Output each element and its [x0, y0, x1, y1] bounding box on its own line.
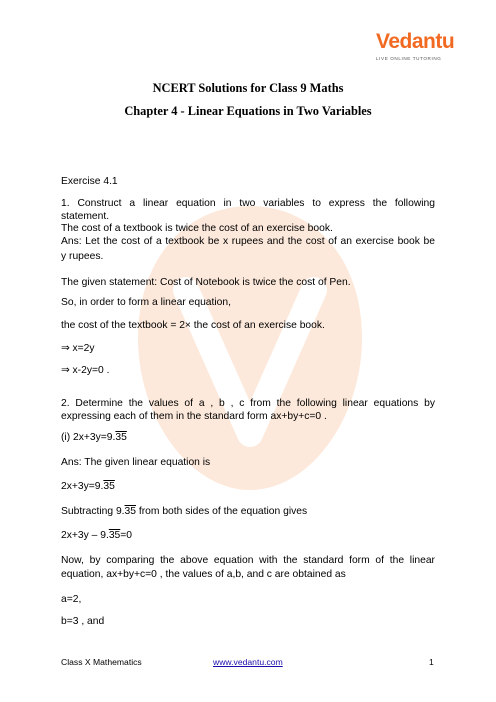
equation-2-text: x-2y=0 . — [72, 365, 110, 376]
compare-line-1: Now, by comparing the above equation with the standard form of the linear — [61, 555, 435, 566]
subtract-repeating-digits: 35 — [124, 506, 137, 517]
answer-2-equation — [61, 481, 115, 492]
subtract-text-end: from both sides of the equation gives — [136, 506, 308, 517]
question-1-line-2: statement. — [61, 211, 110, 222]
question-1-line-3: The cost of a textbook is twice the cost of an exercise book. — [61, 223, 333, 234]
answer-1-line-1: Ans: Let the cost of a textbook be x rupees and the cost of an exercise book be — [61, 236, 435, 247]
subtract-text: Subtracting 9. — [61, 506, 125, 517]
footer-link[interactable]: www.vedantu.com — [213, 657, 283, 667]
logo-tagline: LIVE ONLINE TUTORING — [376, 56, 442, 61]
exercise-heading: Exercise 4.1 — [61, 176, 118, 187]
result-repeating-digits: 35 — [108, 530, 121, 541]
ans2-eq-text: 2x+3y=9. — [61, 481, 104, 492]
subtract-statement — [61, 506, 307, 517]
given-statement: The given statement: Cost of Notebook is twice the cost of Pen. — [61, 277, 351, 288]
q2i-repeating-digits: 35 — [115, 432, 127, 443]
equation-1-text: x=2y — [72, 343, 95, 354]
chapter-title: Chapter 4 - Linear Equations in Two Variables — [124, 104, 372, 118]
value-a: a=2, — [61, 594, 82, 605]
answer-1-line-2: y rupees. — [61, 251, 104, 262]
q2i-text: (i) 2x+3y=9. — [61, 432, 116, 443]
question-2-line-2: expressing each of them in the standard form ax+by+c=0 . — [61, 411, 327, 422]
equation-1 — [61, 342, 95, 354]
question-1-line-1: 1. Construct a linear equation in two variables to express the following — [61, 198, 435, 209]
compare-line-2: equation, ax+by+c=0 , the values of a,b, and c are obtained as — [61, 569, 346, 580]
logo-wordmark: Vedantu — [376, 30, 455, 53]
cost-equation: the cost of the textbook = 2× the cost of an exercise book. — [61, 320, 325, 331]
ans2-repeating-digits: 35 — [103, 481, 115, 492]
implies-symbol: ⇒ — [61, 365, 70, 376]
question-2-part-i — [61, 432, 127, 443]
page-number: 1 — [429, 657, 434, 667]
equation-2 — [61, 364, 109, 376]
question-2-line-1: 2. Determine the values of a , b , c from the following linear equations by — [61, 398, 435, 409]
implies-symbol: ⇒ — [61, 343, 70, 354]
answer-2-intro: Ans: The given linear equation is — [61, 457, 211, 468]
result-equation — [61, 530, 132, 541]
vedantu-logo — [376, 30, 456, 70]
page-title: NCERT Solutions for Class 9 Maths — [152, 81, 344, 95]
footer-left: Class X Mathematics — [61, 657, 142, 667]
result-text-end: =0 — [120, 530, 133, 541]
value-b: b=3 , and — [61, 616, 105, 627]
so-statement: So, in order to form a linear equation, — [61, 297, 231, 308]
result-text: 2x+3y – 9. — [61, 530, 109, 541]
